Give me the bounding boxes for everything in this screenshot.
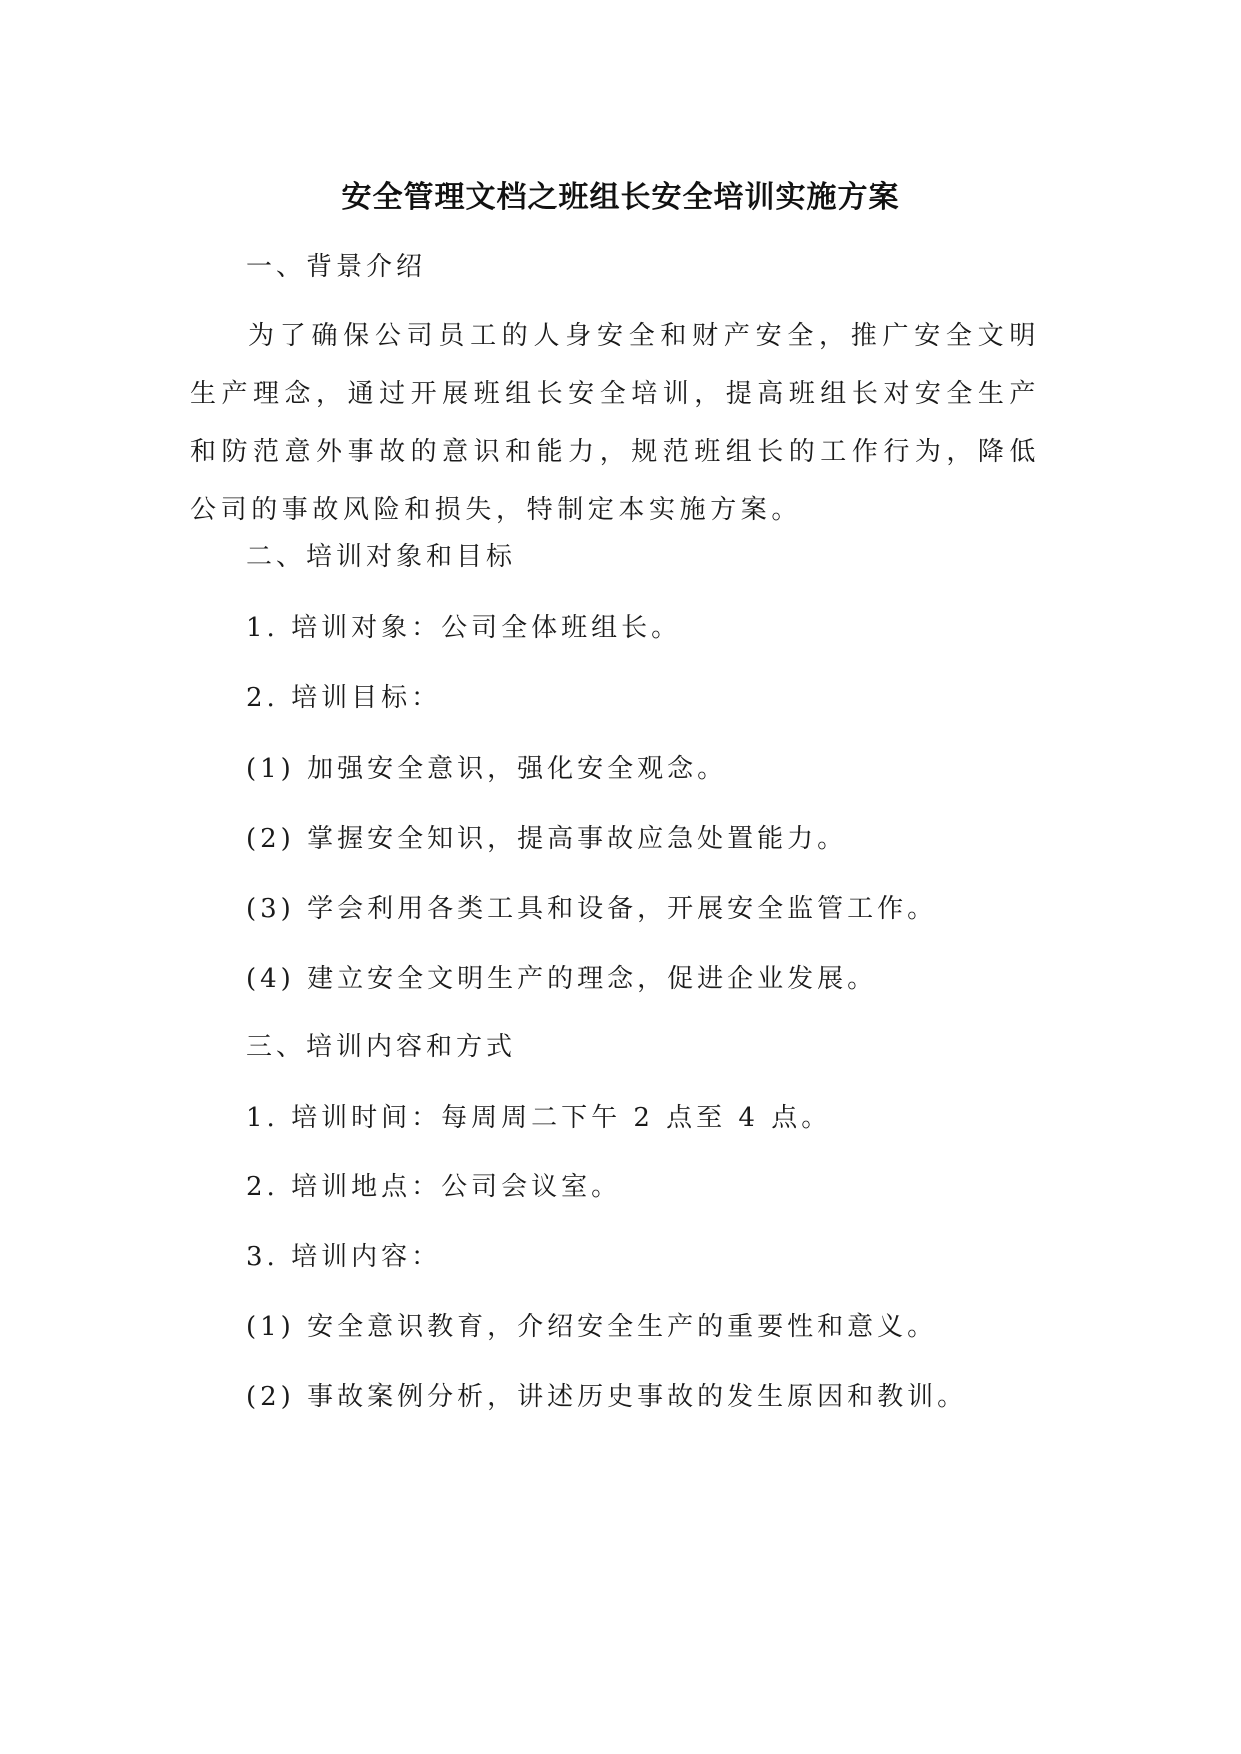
- list-item: 2. 培训地点：公司会议室。: [246, 1172, 622, 1202]
- list-item: (3) 学会利用各类工具和设备，开展安全监管工作。: [246, 894, 938, 924]
- section-heading-target: 二、培训对象和目标: [246, 542, 517, 572]
- section-heading-content: 三、培训内容和方式: [246, 1032, 517, 1062]
- section-heading-background: 一、背景介绍: [246, 252, 427, 282]
- list-item: (2) 掌握安全知识，提高事故应急处置能力。: [246, 824, 848, 854]
- list-item: (1) 安全意识教育，介绍安全生产的重要性和意义。: [246, 1312, 938, 1342]
- list-item: 3. 培训内容：: [246, 1242, 442, 1272]
- list-item: 1. 培训时间：每周周二下午 2 点至 4 点。: [246, 1103, 832, 1133]
- document-title: 安全管理文档之班组长安全培训实施方案: [341, 180, 900, 215]
- list-item: (1) 加强安全意识，强化安全观念。: [246, 754, 728, 784]
- list-item: (4) 建立安全文明生产的理念，促进企业发展。: [246, 964, 878, 994]
- list-item: 1. 培训对象：公司全体班组长。: [246, 613, 682, 643]
- background-paragraph: 为了确保公司员工的人身安全和财产安全，推广安全文明生产理念，通过开展班组长安全培训，提高班组长对安全生产和防范意外事故的意识和能力，规范班组长的工作行为，降低公司的事故风险和损失，特制定本实施方案。: [190, 321, 1040, 525]
- list-item: 2. 培训目标：: [246, 683, 442, 713]
- list-item: (2) 事故案例分析，讲述历史事故的发生原因和教训。: [246, 1382, 968, 1412]
